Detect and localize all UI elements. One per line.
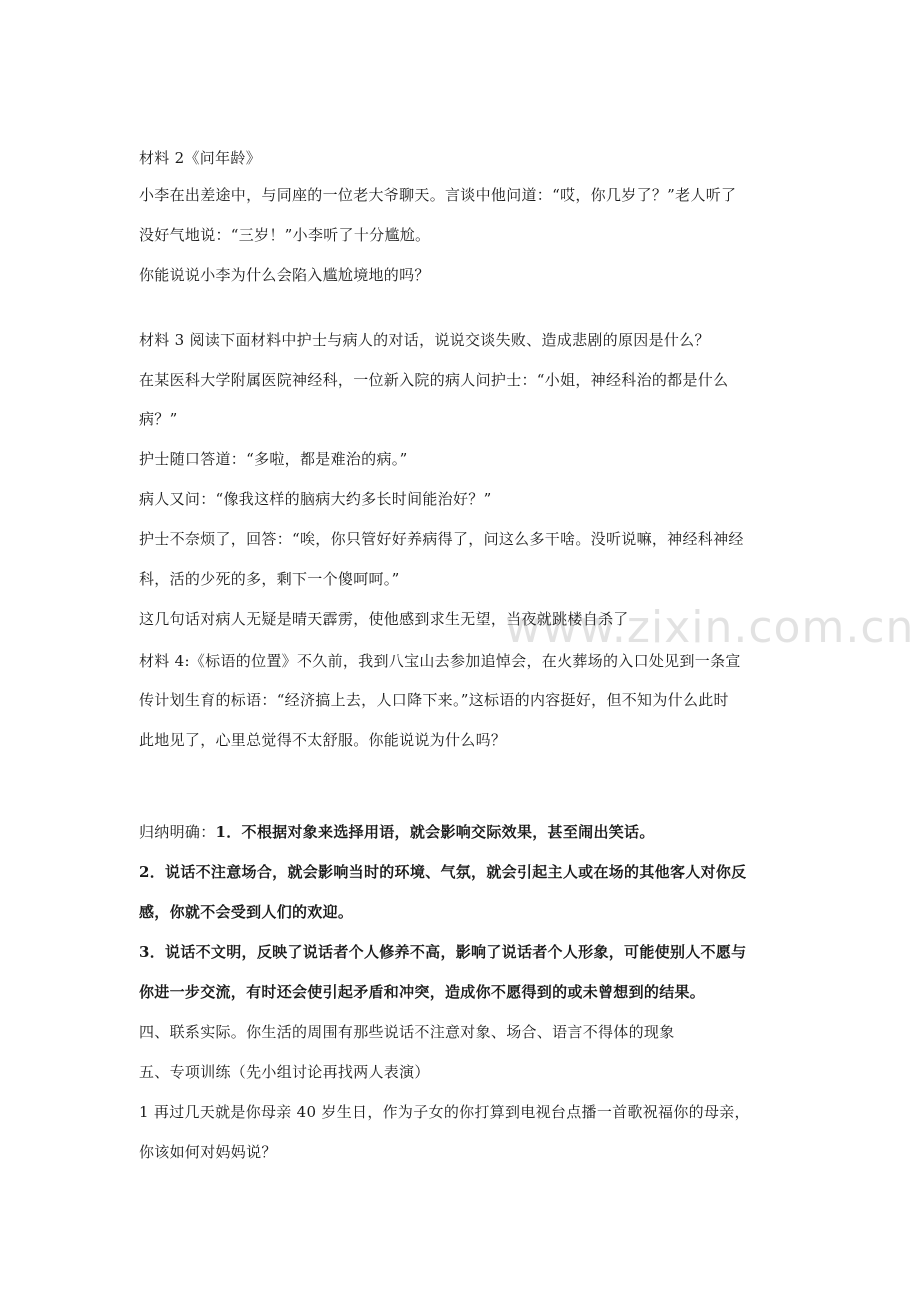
- material-2-question: 你能说说小李为什么会陷入尴尬境地的吗？: [139, 266, 430, 284]
- material-3-paragraph-4-line-1: 护士不奈烦了，回答：“唉，你只管好好养病得了，问这么多干啥。没听说嘛，神经科神经: [139, 530, 744, 548]
- summary-point-3-line-1: 3．说话不文明，反映了说话者个人修养不高，影响了说话者个人形象，可能使别人不愿与: [139, 943, 747, 961]
- material-4-line-1: 材料 4:《标语的位置》不久前，我到八宝山去参加追悼会，在火葬场的入口处见到一条宣: [139, 652, 741, 670]
- material-2-title: 材料 2《问年龄》: [139, 149, 262, 167]
- material-2-paragraph-line-2: 没好气地说：“三岁！”小李听了十分尴尬。: [139, 226, 431, 244]
- material-3-paragraph-5: 这几句话对病人无疑是晴天霹雳，使他感到求生无望，当夜就跳楼自杀了: [139, 610, 629, 628]
- summary-point-2-line-1: 2．说话不注意场合，就会影响当时的环境、气氛，就会引起主人或在场的其他客人对你反: [139, 863, 747, 881]
- material-3-title: 材料 3 阅读下面材料中护士与病人的对话，说说交谈失败、造成悲剧的原因是什么？: [139, 331, 710, 349]
- material-4-line-3: 此地见了，心里总觉得不太舒服。你能说说为什么吗？: [139, 731, 507, 749]
- exercise-1-line-1: 1 再过几天就是你母亲 40 岁生日，作为子女的你打算到电视台点播一首歌祝福你的母亲，: [139, 1103, 750, 1121]
- section-4-heading: 四、联系实际。你生活的周围有那些说话不注意对象、场合、语言不得体的现象: [139, 1023, 675, 1041]
- summary-point-1: [139, 822, 789, 842]
- summary-point-3-line-2: 你进一步交流，有时还会使引起矛盾和冲突，造成你不愿得到的或未曾想到的结果。: [139, 983, 706, 1001]
- material-3-paragraph-1-line-2: 病？”: [139, 410, 178, 428]
- material-2-paragraph-line-1: 小李在出差途中，与同座的一位老大爷聊天。言谈中他问道：“哎，你几岁了？”老人听了: [139, 186, 737, 204]
- material-3-paragraph-2: 护士随口答道：“多啦，都是难治的病。”: [139, 450, 408, 468]
- summary-point-1-text: 1．不根据对象来选择用语，就会影响交际效果，甚至闹出笑话。: [215, 823, 655, 841]
- material-4-line-2: 传计划生育的标语：“经济搞上去，人口降下来。”这标语的内容挺好，但不知为什么此时: [139, 691, 729, 709]
- summary-prefix: 归纳明确：: [139, 823, 216, 841]
- material-3-paragraph-3: 病人又问：“像我这样的脑病大约多长时间能治好？”: [139, 490, 492, 508]
- material-3-paragraph-1-line-1: 在某医科大学附属医院神经科，一位新入院的病人问护士：“小姐，神经科治的都是什么: [139, 371, 729, 389]
- exercise-1-line-2: 你该如何对妈妈说？: [139, 1143, 277, 1161]
- watermark: www.zixin.com.cn: [505, 602, 915, 653]
- section-5-heading: 五、专项训练（先小组讨论再找两人表演）: [139, 1063, 430, 1081]
- material-3-paragraph-4-line-2: 科，活的少死的多，剩下一个傻呵呵。”: [139, 570, 400, 588]
- summary-point-2-line-2: 感，你就不会受到人们的欢迎。: [139, 903, 354, 921]
